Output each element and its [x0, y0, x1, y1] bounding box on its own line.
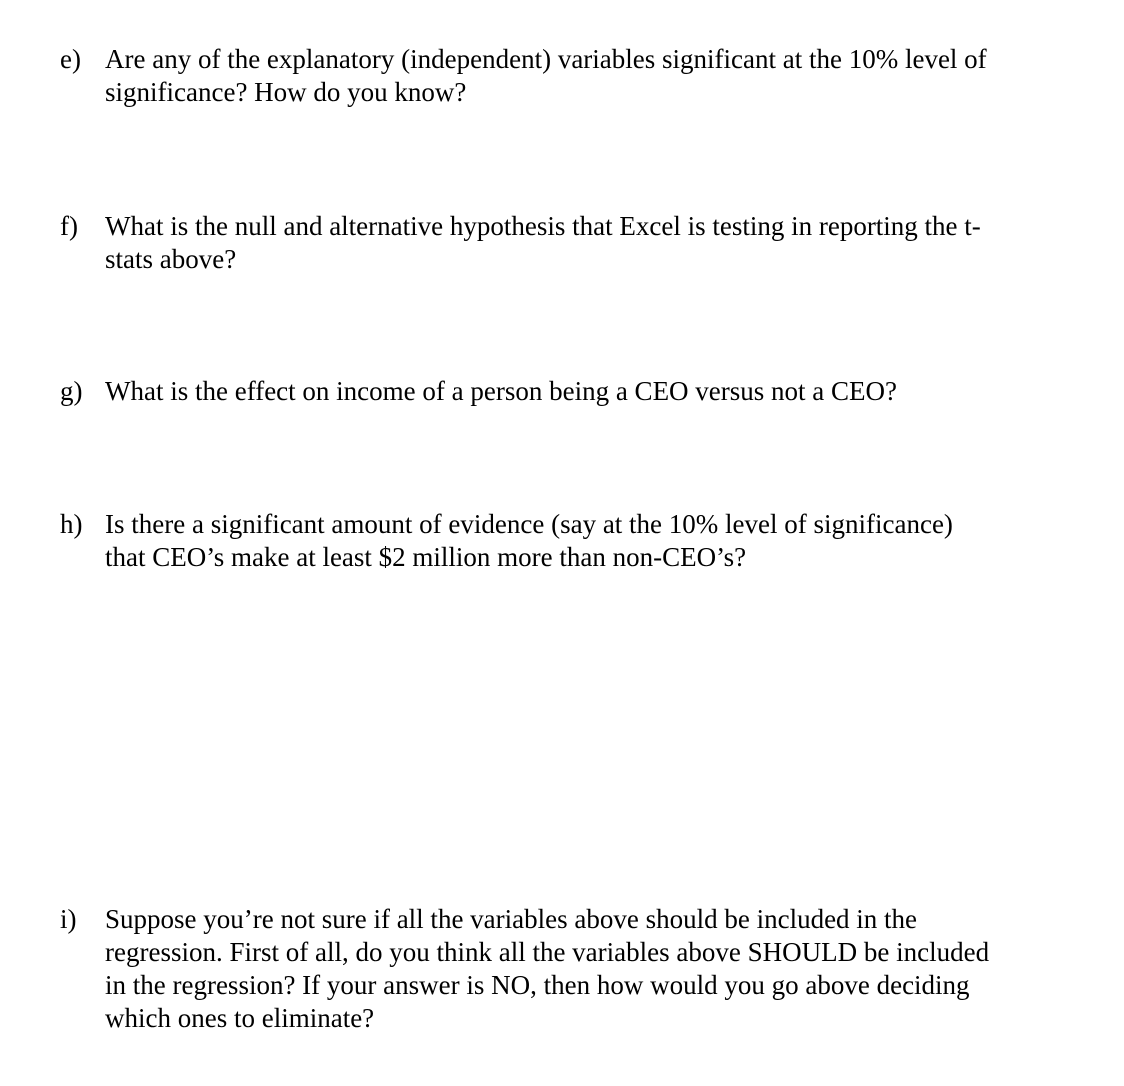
question-letter: h) [60, 509, 83, 539]
question-e [60, 43, 1060, 109]
question-text: What is the effect on income of a person being a CEO versus not a CEO? [105, 376, 898, 406]
question-text: Suppose you’re not sure if all the variables above should be included in the regression. First of all, do you think all the variables above SHOULD be included in the regression? If your answer is NO, then how would you go above deciding which ones to eliminate? [105, 904, 990, 1033]
question-text: What is the null and alternative hypothesis that Excel is testing in reporting the t- stats above? [105, 211, 981, 274]
question-i [60, 903, 1060, 1035]
question-g [60, 375, 1060, 408]
question-h [60, 508, 1060, 574]
question-letter: g) [60, 376, 83, 406]
question-letter: i) [60, 904, 77, 934]
question-letter: f) [60, 211, 78, 241]
question-text: Are any of the explanatory (independent) variables significant at the 10% level of significance? How do you know? [105, 44, 987, 107]
question-f [60, 210, 1060, 276]
question-text: Is there a significant amount of evidence (say at the 10% level of significance) that CEO’s make at least $2 million more than non-CEO’s? [105, 509, 953, 572]
question-letter: e) [60, 44, 81, 74]
